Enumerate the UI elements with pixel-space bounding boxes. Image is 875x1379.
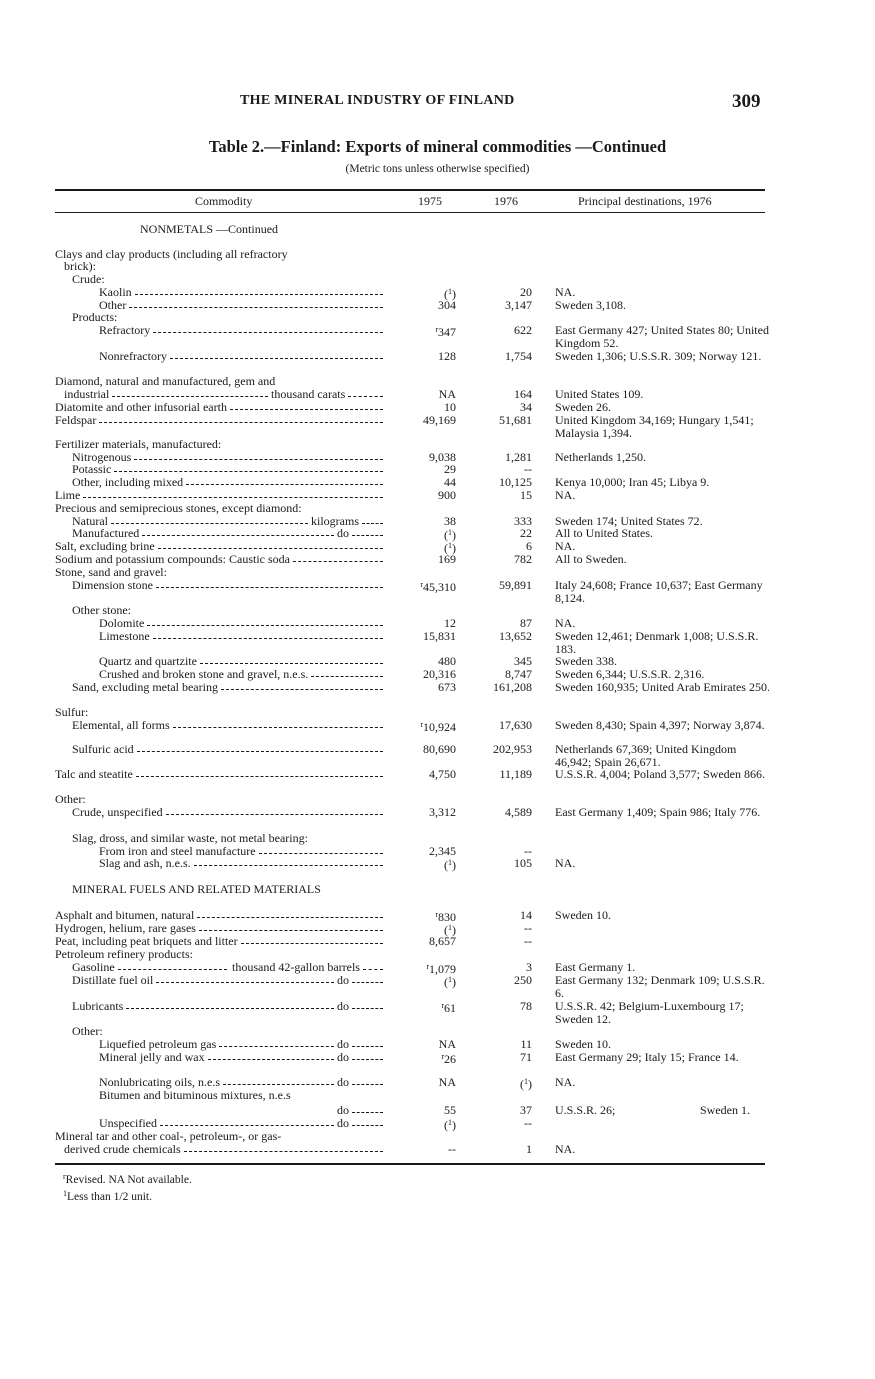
principal-destinations: United States 109. (555, 387, 644, 401)
commodity-name: Gasoline (72, 960, 115, 974)
value-1976: -- (524, 462, 532, 476)
dot-leader (126, 1008, 334, 1009)
value-1976: ($^1$) (520, 1077, 532, 1091)
principal-destinations: East Germany 132; Denmark 109; U.S.S.R. 6. (555, 973, 765, 1000)
commodity-name: Elemental, all forms (72, 718, 170, 732)
value-1975: 3,312 (429, 805, 456, 819)
dot-leader (111, 523, 308, 524)
unit-label: do (337, 1075, 349, 1089)
principal-destinations: U.S.S.R. 42; Belgium-Luxembourg 17; Sweden 12. (555, 999, 744, 1026)
principal-destinations: Sweden 6,344; U.S.S.R. 2,316. (555, 667, 705, 681)
principal-destinations: NA. (555, 856, 576, 870)
principal-destinations: All to United States. (555, 526, 653, 540)
commodity-name: Kaolin (99, 285, 132, 299)
commodity-name: Other (99, 298, 127, 312)
footnotes (63, 1170, 192, 1204)
destination-part: Sweden 1. (700, 1103, 750, 1117)
principal-destinations: NA. (555, 285, 576, 299)
value-1976: 71 (520, 1050, 532, 1064)
value-1975: 29 (444, 462, 456, 476)
commodity-name: Sodium and potassium compounds: Caustic soda (55, 552, 290, 566)
footnote-mark-1: 1 (63, 1189, 67, 1198)
dot-leader (352, 1046, 383, 1047)
footnote-less-than-text: Less than 1/2 unit. (67, 1191, 152, 1203)
dot-leader (363, 969, 383, 970)
table-subtitle: (Metric tons unless otherwise specified) (345, 163, 530, 175)
value-1975: 169 (438, 552, 456, 566)
footnote-ref: 1 (448, 858, 452, 867)
value-1975: 900 (438, 488, 456, 502)
unit-label: do (337, 999, 349, 1013)
commodity-name: Sand, excluding metal bearing (72, 680, 218, 694)
footnote-ref: 1 (448, 923, 452, 932)
dot-leader (135, 294, 383, 295)
commodity-name: Diatomite and other infusorial earth (55, 400, 227, 414)
principal-destinations: U.S.S.R. 4,004; Poland 3,577; Sweden 866. (555, 767, 766, 781)
page-number: 309 (732, 91, 761, 112)
value-1976: 34 (520, 400, 532, 414)
dot-leader (153, 638, 383, 639)
principal-destinations: Sweden 26. (555, 400, 611, 414)
dot-leader (352, 1084, 383, 1085)
commodity-name: From iron and steel manufacture (99, 844, 256, 858)
commodity-name: derived crude chemicals (64, 1142, 181, 1156)
dot-leader (348, 396, 383, 397)
value-1976: 13,652 (499, 629, 532, 643)
revised-mark: r (435, 325, 438, 334)
dot-leader (200, 663, 383, 664)
dot-leader (136, 776, 383, 777)
commodity-name: Diamond, natural and manufactured, gem and (55, 374, 276, 388)
commodity-name: Products: (72, 310, 118, 324)
value-1975-number: 61 (444, 1001, 456, 1015)
section-heading-nonmetals: NONMETALS —Continued (140, 222, 279, 236)
value-1975: 38 (444, 514, 456, 528)
dot-leader (118, 969, 227, 970)
value-1976: 51,681 (499, 413, 532, 427)
dot-leader (208, 1059, 334, 1060)
value-1975 (400, 719, 456, 734)
commodity-name: Other: (55, 792, 86, 806)
header-destinations: Principal destinations, 1976 (578, 194, 712, 208)
table-bottom-rule (55, 1163, 765, 1165)
value-1975: 4,750 (429, 767, 456, 781)
unit-label: thousand 42-gallon barrels (232, 960, 360, 974)
commodity-name: Asphalt and bitumen, natural (55, 908, 195, 922)
principal-destinations: Sweden 3,108. (555, 298, 626, 312)
commodity-name: Other: (72, 1024, 103, 1038)
principal-destinations: East Germany 1,409; Spain 986; Italy 776. (555, 805, 761, 819)
value-1975-number: 45,310 (423, 580, 456, 594)
value-1975: -- (448, 1142, 456, 1156)
value-1976: 4,589 (505, 805, 532, 819)
dot-leader (199, 930, 383, 931)
value-1976: 782 (514, 552, 532, 566)
dot-leader (311, 676, 383, 677)
revised-mark: r (420, 580, 423, 589)
value-1975-number: 830 (438, 910, 456, 924)
commodity-name: Slag and ash, n.e.s. (99, 856, 191, 870)
unit-label: do (337, 1103, 349, 1117)
dot-leader (241, 943, 383, 944)
dot-leader (259, 853, 383, 854)
dot-leader (170, 358, 383, 359)
unit-label: thousand carats (271, 387, 346, 401)
value-1975: 128 (438, 349, 456, 363)
unit-label: do (337, 1050, 349, 1064)
commodity-name: Other, including mixed (72, 475, 184, 489)
dot-leader (142, 535, 334, 536)
dot-leader (114, 471, 383, 472)
value-1975: 480 (438, 654, 456, 668)
commodity-name: Liquefied petroleum gas (99, 1037, 217, 1051)
principal-destinations: United Kingdom 34,169; Hungary 1,541; Malaysia 1,394. (555, 413, 754, 440)
dot-leader (160, 1125, 334, 1126)
dot-leader (147, 625, 383, 626)
value-1975 (400, 579, 456, 594)
commodity-name: Mineral tar and other coal-, petroleum-, or gas- (55, 1129, 282, 1143)
principal-destinations: Sweden 12,461; Denmark 1,008; U.S.S.R. 183. (555, 629, 759, 656)
value-1976: 161,208 (493, 680, 532, 694)
dot-leader (293, 561, 383, 562)
destination-part: U.S.S.R. 26; (555, 1103, 616, 1117)
dot-leader (137, 751, 383, 752)
running-title: THE MINERAL INDUSTRY OF FINLAND (240, 93, 515, 108)
principal-destinations: Italy 24,608; France 10,637; East Germany 8,124. (555, 578, 763, 605)
dot-leader (352, 982, 383, 983)
value-1976: 164 (514, 387, 532, 401)
value-1976: -- (524, 1116, 532, 1130)
commodity-name: Feldspar (55, 413, 97, 427)
principal-destinations: NA. (555, 1075, 576, 1089)
value-1976: -- (524, 934, 532, 948)
value-1975: ($^1$) (444, 923, 456, 937)
commodity-name: Natural (72, 514, 108, 528)
dot-leader (173, 727, 383, 728)
principal-destinations: Sweden 10. (555, 908, 611, 922)
value-1976: 10,125 (499, 475, 532, 489)
value-1975: ($^1$) (444, 1118, 456, 1132)
value-1975 (400, 1000, 456, 1015)
value-1975: ($^1$) (444, 287, 456, 301)
principal-destinations: Kenya 10,000; Iran 45; Libya 9. (555, 475, 710, 489)
dot-leader (194, 865, 383, 866)
dot-leader (362, 523, 383, 524)
value-1976: 15 (520, 488, 532, 502)
value-1975: NA (438, 387, 456, 401)
value-1975: 15,831 (423, 629, 456, 643)
principal-destinations: NA. (555, 539, 576, 553)
commodity-name: Sulfur: (55, 705, 89, 719)
principal-destinations: Sweden 338. (555, 654, 617, 668)
commodity-name: Distillate fuel oil (72, 973, 154, 987)
dot-leader (153, 332, 383, 333)
value-1976: 37 (520, 1103, 532, 1117)
principal-destinations: East Germany 1. (555, 960, 636, 974)
principal-destinations: NA. (555, 1142, 576, 1156)
value-1975-number: 347 (438, 325, 456, 339)
dot-leader (166, 814, 383, 815)
dot-leader (221, 689, 383, 690)
value-1975: NA (438, 1075, 456, 1089)
principal-destinations: Netherlands 67,369; United Kingdom 46,942; Spain 26,671. (555, 742, 737, 769)
unit-label: do (337, 1037, 349, 1051)
dot-leader (352, 535, 383, 536)
dot-leader (156, 982, 334, 983)
value-1976: 17,630 (499, 718, 532, 732)
unit-label: do (337, 973, 349, 987)
value-1976: 22 (520, 526, 532, 540)
footnote-ref: 1 (448, 541, 452, 550)
principal-destinations: NA. (555, 616, 576, 630)
footnote-revised-text: Revised. NA Not available. (65, 1174, 192, 1186)
commodity-name: Salt, excluding brine (55, 539, 155, 553)
value-1975: 20,316 (423, 667, 456, 681)
revised-mark: r (426, 962, 429, 971)
principal-destinations: All to Sweden. (555, 552, 627, 566)
unit-label: do (337, 526, 349, 540)
revised-mark: r (435, 910, 438, 919)
table-title: Table 2.—Finland: Exports of mineral commodities —Continued (208, 137, 667, 156)
commodity-name: Manufactured (72, 526, 140, 540)
commodity-name: Lime (55, 488, 81, 502)
value-1976: 202,953 (493, 742, 532, 756)
commodity-name: Potassic (72, 462, 112, 476)
dot-leader (156, 587, 383, 588)
commodity-name: Nonlubricating oils, n.e.s (99, 1075, 220, 1089)
value-1976: -- (524, 921, 532, 935)
value-1975: 44 (444, 475, 456, 489)
commodity-name: Crude: (72, 272, 105, 286)
value-1975: 80,690 (423, 742, 456, 756)
value-1976: 87 (520, 616, 532, 630)
commodity-name: Hydrogen, helium, rare gases (55, 921, 196, 935)
value-1975: 8,657 (429, 934, 456, 948)
footnote-ref: 1 (448, 287, 452, 296)
commodity-name: Petroleum refinery products: (55, 947, 193, 961)
dot-leader (134, 459, 383, 460)
value-1976: 11,189 (499, 767, 532, 781)
dot-leader (186, 484, 383, 485)
revised-mark: r (420, 720, 423, 729)
footnote-less-than (63, 1187, 192, 1204)
revised-mark: r (441, 1001, 444, 1010)
footnote-revised (63, 1170, 192, 1187)
header-1975: 1975 (418, 194, 442, 208)
dot-leader (352, 1059, 383, 1060)
dot-leader (230, 409, 383, 410)
commodity-name: Dolomite (99, 616, 145, 630)
value-1975: 9,038 (429, 450, 456, 464)
commodity-name: Quartz and quartzite (99, 654, 197, 668)
value-1975: NA (438, 1037, 456, 1051)
value-1975: 673 (438, 680, 456, 694)
dot-leader (112, 396, 268, 397)
value-1976: 20 (520, 285, 532, 299)
value-1975: 304 (438, 298, 456, 312)
section-heading-fuels: MINERAL FUELS AND RELATED MATERIALS (72, 882, 321, 896)
value-1975-number: 26 (444, 1052, 456, 1066)
value-1976: -- (524, 844, 532, 858)
commodity-name: Fertilizer materials, manufactured: (55, 437, 222, 451)
header-1976: 1976 (494, 194, 518, 208)
commodity-name: Sulfuric acid (72, 742, 134, 756)
value-1975 (400, 324, 456, 339)
commodity-name: Nonrefractory (99, 349, 167, 363)
value-1976: 14 (520, 908, 532, 922)
dot-leader (352, 1112, 383, 1113)
principal-destinations: Sweden 10. (555, 1037, 611, 1051)
principal-destinations: Sweden 174; United States 72. (555, 514, 703, 528)
footnote-mark-revised: r (63, 1172, 66, 1181)
value-1976: 6 (526, 539, 532, 553)
dot-leader (219, 1046, 334, 1047)
dot-leader (223, 1084, 334, 1085)
commodity-name: Unspecified (99, 1116, 157, 1130)
commodity-name: Peat, including peat briquets and litter (55, 934, 238, 948)
dot-leader (352, 1008, 383, 1009)
commodity-name: industrial (64, 387, 110, 401)
dot-leader (197, 917, 383, 918)
value-1976: 3,147 (505, 298, 532, 312)
dot-leader (129, 307, 383, 308)
dot-leader (184, 1151, 383, 1152)
unit-label: kilograms (311, 514, 359, 528)
commodity-name: Stone, sand and gravel: (55, 565, 167, 579)
value-1976: 3 (526, 960, 532, 974)
value-1976: 1 (526, 1142, 532, 1156)
commodity-name: Talc and steatite (55, 767, 133, 781)
dot-leader (352, 1125, 383, 1126)
commodity-name: Crushed and broken stone and gravel, n.e.s. (99, 667, 309, 681)
value-1975: 55 (444, 1103, 456, 1117)
commodity-name: Clays and clay products (including all refractory (55, 247, 288, 261)
commodity-name: Other stone: (72, 603, 131, 617)
value-1975: 10 (444, 400, 456, 414)
value-1976: 345 (514, 654, 532, 668)
commodity-name: brick): (64, 259, 96, 273)
dot-leader (158, 548, 383, 549)
commodity-name: Limestone (99, 629, 150, 643)
commodity-name: Precious and semiprecious stones, except diamond: (55, 501, 302, 515)
principal-destinations: Sweden 8,430; Spain 4,397; Norway 3,874. (555, 718, 765, 732)
value-1976: 1,281 (505, 450, 532, 464)
commodity-name: Mineral jelly and wax (99, 1050, 205, 1064)
value-1976: 59,891 (499, 578, 532, 592)
footnote-ref: 1 (448, 975, 452, 984)
principal-destinations: NA. (555, 488, 576, 502)
principal-destinations: East Germany 427; United States 80; United Kingdom 52. (555, 323, 769, 350)
value-1976: 333 (514, 514, 532, 528)
value-1976: 622 (514, 323, 532, 337)
value-1975: 49,169 (423, 413, 456, 427)
commodity-name: Dimension stone (72, 578, 153, 592)
revised-mark: r (441, 1052, 444, 1061)
dot-leader (83, 497, 383, 498)
value-1976: 11 (520, 1037, 532, 1051)
commodity-name: Lubricants (72, 999, 124, 1013)
value-1975: ($^1$) (444, 858, 456, 872)
value-1975: 12 (444, 616, 456, 630)
footnote-ref: 1 (448, 1118, 452, 1127)
principal-destinations: Sweden 160,935; United Arab Emirates 250. (555, 680, 770, 694)
footnote-ref: 1 (448, 528, 452, 537)
value-1975: ($^1$) (444, 975, 456, 989)
commodity-name: Bitumen and bituminous mixtures, n.e.s (99, 1088, 291, 1102)
value-1975-number: 10,924 (423, 720, 456, 734)
footnote-ref: 1 (524, 1077, 528, 1086)
value-1976: 78 (520, 999, 532, 1013)
value-1975 (400, 1051, 456, 1066)
commodity-name: Slag, dross, and similar waste, not metal bearing: (72, 831, 308, 845)
commodity-name: Nitrogenous (72, 450, 132, 464)
value-1975-number: 1,079 (429, 962, 456, 976)
value-1976: 250 (514, 973, 532, 987)
principal-destinations: Sweden 1,306; U.S.S.R. 309; Norway 121. (555, 349, 762, 363)
value-1975: 2,345 (429, 844, 456, 858)
principal-destinations: East Germany 29; Italy 15; France 14. (555, 1050, 739, 1064)
value-1976: 105 (514, 856, 532, 870)
header-commodity: Commodity (195, 194, 253, 208)
value-1976: 1,754 (505, 349, 532, 363)
value-1976: 8,747 (505, 667, 532, 681)
value-1975: ($^1$) (444, 541, 456, 555)
unit-label: do (337, 1116, 349, 1130)
dot-leader (99, 422, 383, 423)
commodity-name: Crude, unspecified (72, 805, 163, 819)
value-1975: ($^1$) (444, 528, 456, 542)
commodity-name: Refractory (99, 323, 151, 337)
principal-destinations: Netherlands 1,250. (555, 450, 646, 464)
